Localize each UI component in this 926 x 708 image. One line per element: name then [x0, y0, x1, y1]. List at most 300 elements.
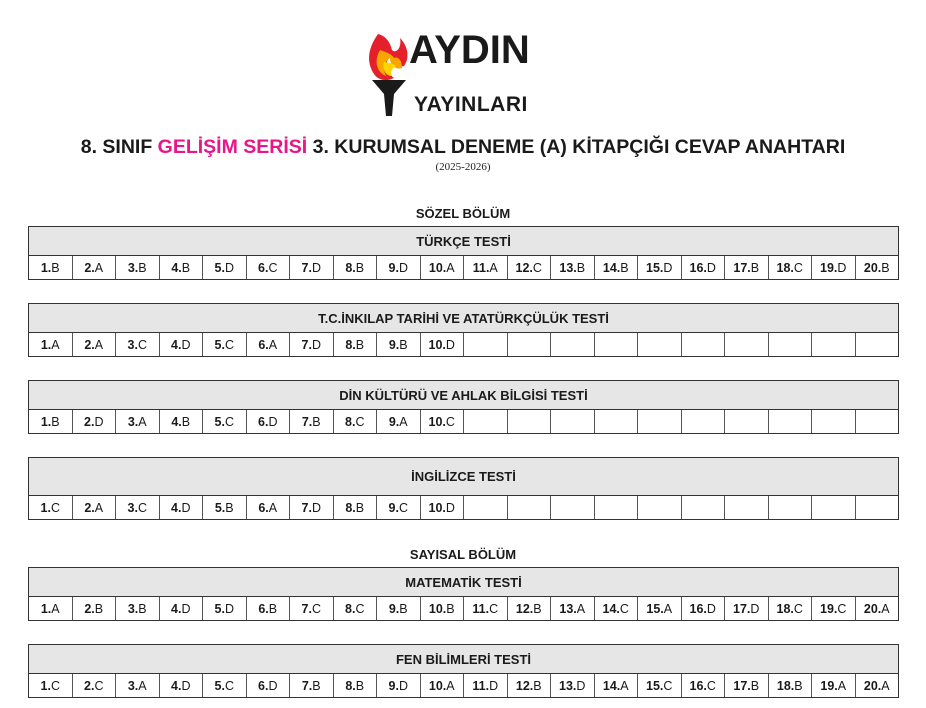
answer-cell [247, 333, 291, 356]
question-number: 8. [345, 678, 356, 693]
answer-cell [29, 674, 73, 697]
question-number: 10. [428, 414, 446, 429]
empty-cell [682, 410, 726, 433]
answer-cell [638, 674, 682, 697]
answer-cell [116, 674, 160, 697]
answer-cell [116, 333, 160, 356]
answer-cell [812, 674, 856, 697]
answer-cell [421, 256, 465, 279]
answer-cell [812, 256, 856, 279]
answer-cell [551, 256, 595, 279]
answer-cell [595, 256, 639, 279]
answer-letter: B [399, 601, 408, 616]
answer-cell [856, 256, 899, 279]
question-number: 12. [515, 260, 533, 275]
answer-letter: B [794, 678, 803, 693]
answer-cell [290, 333, 334, 356]
answer-letter: A [837, 678, 847, 693]
answer-letter: B [533, 601, 542, 616]
answer-cell [73, 674, 117, 697]
answer-letter: D [181, 500, 191, 515]
question-number: 4. [171, 414, 182, 429]
question-number: 8. [345, 414, 356, 429]
question-number: 6. [258, 260, 269, 275]
answer-letter: A [94, 337, 104, 352]
answer-cell [29, 333, 73, 356]
question-number: 3. [127, 337, 138, 352]
question-number: 6. [258, 678, 269, 693]
question-number: 9. [388, 414, 400, 429]
answer-letter: C [619, 601, 629, 616]
answer-cell [421, 410, 465, 433]
answer-cell [377, 496, 421, 519]
answer-cell [638, 256, 682, 279]
answer-letter: D [445, 500, 455, 515]
empty-cell [812, 496, 856, 519]
question-number: 10. [428, 260, 447, 275]
empty-cell [812, 410, 856, 433]
question-number: 3. [127, 260, 139, 275]
answer-letter: D [268, 678, 278, 693]
answer-cell [725, 597, 769, 620]
question-number: 5. [214, 678, 225, 693]
answer-letter: C [50, 500, 60, 515]
answer-letter: A [268, 337, 278, 352]
empty-cell [725, 496, 769, 519]
answer-letter: B [312, 414, 321, 429]
answer-cell [595, 674, 639, 697]
question-number: 10. [428, 678, 447, 693]
answer-letter: C [224, 678, 234, 693]
answer-letter: B [355, 260, 365, 275]
question-number: 18. [776, 260, 794, 275]
answer-letter: D [706, 601, 716, 616]
question-number: 9. [388, 337, 400, 352]
answer-row [29, 496, 898, 519]
empty-cell [595, 333, 639, 356]
answer-letter: A [881, 678, 890, 693]
answer-cell [551, 674, 595, 697]
empty-cell [856, 333, 899, 356]
answer-cell [464, 256, 508, 279]
answer-letter: D [750, 601, 760, 616]
answer-cell [769, 597, 813, 620]
question-number: 9. [388, 260, 399, 275]
answer-cell [421, 333, 465, 356]
answer-letter: B [750, 260, 760, 275]
answer-cell [29, 496, 73, 519]
question-number: 20. [863, 678, 882, 693]
answer-cell [203, 333, 247, 356]
answer-cell [160, 496, 204, 519]
answer-letter: D [268, 414, 278, 429]
test-header: İNGİLİZCE TESTİ [29, 458, 898, 496]
answer-letter: B [51, 260, 60, 275]
answer-letter: B [225, 500, 234, 515]
question-number: 4. [171, 260, 182, 275]
answer-cell [812, 597, 856, 620]
answer-cell [290, 410, 334, 433]
empty-cell [508, 333, 552, 356]
answer-cell [551, 597, 595, 620]
answer-cell [203, 410, 247, 433]
answer-letter: C [793, 601, 803, 616]
empty-cell [769, 333, 813, 356]
test-header: MATEMATİK TESTİ [29, 568, 898, 597]
answer-cell [290, 597, 334, 620]
empty-cell [551, 496, 595, 519]
answer-cell [508, 597, 552, 620]
question-number: 20. [863, 601, 882, 616]
answer-cell [508, 256, 552, 279]
question-number: 4. [171, 500, 182, 515]
answer-letter: C [311, 601, 321, 616]
answer-letter: D [181, 678, 191, 693]
answer-letter: C [532, 260, 542, 275]
empty-cell [725, 410, 769, 433]
answer-letter: B [312, 678, 321, 693]
question-number: 9. [388, 500, 399, 515]
answer-cell [725, 256, 769, 279]
answer-letter: C [837, 601, 847, 616]
answer-letter: B [355, 500, 365, 515]
test-turkce [28, 226, 899, 280]
section-sayisal: SAYISAL BÖLÜM [409, 547, 517, 562]
test-header: T.C.İNKILAP TARİHİ VE ATATÜRKÇÜLÜK TESTİ [29, 304, 898, 333]
question-number: 1. [40, 601, 52, 616]
question-number: 2. [84, 678, 95, 693]
question-number: 20. [863, 260, 882, 275]
answer-cell [334, 496, 378, 519]
question-number: 7. [301, 678, 313, 693]
answer-cell [334, 410, 378, 433]
answer-cell [247, 256, 291, 279]
answer-cell [73, 333, 117, 356]
answer-letter: C [137, 500, 147, 515]
test-matematik [28, 567, 899, 621]
answer-letter: D [181, 337, 191, 352]
answer-letter: B [94, 601, 104, 616]
answer-letter: A [663, 601, 673, 616]
answer-letter: A [51, 337, 60, 352]
answer-letter: B [446, 601, 455, 616]
question-number: 11. [472, 678, 490, 693]
question-number: 4. [171, 337, 182, 352]
question-number: 11. [472, 601, 490, 616]
question-number: 1. [40, 337, 52, 352]
answer-letter: C [355, 414, 365, 429]
answer-letter: A [94, 500, 104, 515]
question-number: 8. [345, 260, 356, 275]
answer-cell [334, 333, 378, 356]
answer-letter: D [445, 337, 455, 352]
question-number: 9. [388, 678, 399, 693]
question-number: 17. [733, 260, 751, 275]
answer-row [29, 674, 898, 697]
empty-cell [638, 496, 682, 519]
answer-letter: B [399, 337, 408, 352]
empty-cell [551, 410, 595, 433]
page-title [0, 136, 926, 159]
answer-cell [247, 496, 291, 519]
test-din-kulturu [28, 380, 899, 434]
question-number: 18. [776, 601, 794, 616]
empty-cell [595, 496, 639, 519]
answer-letter: D [398, 678, 408, 693]
question-number: 7. [301, 500, 312, 515]
test-inkilap [28, 303, 899, 357]
question-number: 5. [214, 414, 225, 429]
answer-letter: D [706, 260, 716, 275]
empty-cell [508, 410, 552, 433]
answer-cell [29, 256, 73, 279]
answer-cell [856, 674, 899, 697]
answer-cell [508, 674, 552, 697]
empty-cell [464, 496, 508, 519]
question-number: 1. [40, 500, 51, 515]
answer-letter: C [489, 601, 499, 616]
answer-cell [203, 496, 247, 519]
answer-cell [377, 674, 421, 697]
answer-letter: A [489, 260, 498, 275]
title-part-1: 8. SINIF [80, 136, 158, 158]
answer-cell [377, 597, 421, 620]
answer-cell [116, 496, 160, 519]
question-number: 4. [171, 601, 182, 616]
question-number: 3. [127, 500, 138, 515]
question-number: 3. [127, 601, 139, 616]
answer-cell [160, 410, 204, 433]
answer-letter: A [138, 678, 147, 693]
question-number: 15. [646, 678, 664, 693]
test-header: DİN KÜLTÜRÜ VE AHLAK BİLGİSİ TESTİ [29, 381, 898, 410]
question-number: 16. [689, 260, 707, 275]
answer-cell [421, 674, 465, 697]
answer-cell [377, 256, 421, 279]
test-header: TÜRKÇE TESTİ [29, 227, 898, 256]
answer-letter: A [51, 601, 60, 616]
empty-cell [551, 333, 595, 356]
answer-letter: D [837, 260, 847, 275]
answer-letter: B [355, 678, 365, 693]
answer-cell [769, 256, 813, 279]
answer-cell [73, 597, 117, 620]
question-number: 19. [820, 678, 838, 693]
question-number: 19. [820, 260, 838, 275]
answer-cell [421, 496, 465, 519]
empty-cell [682, 496, 726, 519]
answer-cell [73, 256, 117, 279]
answer-cell [116, 256, 160, 279]
question-number: 7. [301, 260, 312, 275]
answer-cell [160, 597, 204, 620]
answer-cell [725, 674, 769, 697]
question-number: 6. [258, 337, 269, 352]
question-number: 12. [515, 601, 534, 616]
question-number: 7. [301, 414, 313, 429]
question-number: 5. [214, 260, 225, 275]
aydin-logo [364, 28, 544, 120]
answer-letter: C [663, 678, 673, 693]
answer-cell [595, 597, 639, 620]
answer-letter: C [137, 337, 147, 352]
answer-letter: B [138, 260, 147, 275]
answer-cell [377, 410, 421, 433]
answer-cell [116, 410, 160, 433]
answer-cell [856, 597, 899, 620]
answer-cell [290, 674, 334, 697]
answer-cell [377, 333, 421, 356]
answer-cell [464, 597, 508, 620]
answer-cell [334, 256, 378, 279]
answer-letter: B [51, 414, 60, 429]
answer-letter: D [576, 678, 586, 693]
question-number: 4. [171, 678, 182, 693]
answer-cell [682, 256, 726, 279]
answer-cell [290, 256, 334, 279]
answer-cell [29, 410, 73, 433]
answer-cell [334, 674, 378, 697]
answer-cell [203, 256, 247, 279]
question-number: 13. [559, 601, 577, 616]
answer-letter: D [311, 260, 321, 275]
question-number: 8. [345, 500, 356, 515]
question-number: 13. [559, 678, 577, 693]
logo-subtitle: YAYINLARI [414, 93, 528, 116]
empty-cell [638, 410, 682, 433]
section-sozel: SÖZEL BÖLÜM [415, 206, 511, 221]
question-number: 2. [84, 337, 95, 352]
question-number: 3. [127, 414, 139, 429]
answer-cell [73, 410, 117, 433]
question-number: 15. [646, 260, 664, 275]
answer-cell [73, 496, 117, 519]
question-number: 17. [733, 678, 751, 693]
empty-cell [682, 333, 726, 356]
question-number: 1. [40, 260, 52, 275]
answer-cell [682, 674, 726, 697]
question-number: 18. [776, 678, 795, 693]
question-number: 10. [428, 337, 446, 352]
test-ingilizce [28, 457, 899, 520]
question-number: 14. [602, 678, 621, 693]
answer-cell [247, 410, 291, 433]
answer-cell [334, 597, 378, 620]
answer-cell [290, 496, 334, 519]
empty-cell [856, 410, 899, 433]
answer-cell [116, 597, 160, 620]
answer-letter: B [576, 260, 586, 275]
answer-letter: C [268, 260, 278, 275]
question-number: 11. [472, 260, 490, 275]
academic-year: (2025-2026) [435, 161, 491, 173]
empty-cell [464, 410, 508, 433]
question-number: 5. [214, 500, 226, 515]
answer-cell [247, 674, 291, 697]
answer-cell [160, 674, 204, 697]
question-number: 12. [515, 678, 534, 693]
answer-cell [638, 597, 682, 620]
answer-letter: B [533, 678, 542, 693]
answer-letter: C [445, 414, 455, 429]
empty-cell [508, 496, 552, 519]
test-fen-bilimleri [28, 644, 899, 698]
answer-letter: C [224, 414, 234, 429]
question-number: 16. [689, 678, 707, 693]
empty-cell [725, 333, 769, 356]
answer-letter: C [355, 601, 365, 616]
answer-letter: A [620, 678, 629, 693]
answer-letter: D [311, 337, 321, 352]
answer-row [29, 333, 898, 356]
answer-letter: A [446, 678, 455, 693]
question-number: 2. [84, 500, 95, 515]
question-number: 2. [84, 601, 95, 616]
question-number: 7. [301, 337, 312, 352]
answer-letter: B [620, 260, 629, 275]
answer-cell [247, 597, 291, 620]
answer-cell [203, 674, 247, 697]
empty-cell [769, 496, 813, 519]
question-number: 2. [84, 260, 95, 275]
answer-letter: B [750, 678, 760, 693]
question-number: 6. [258, 414, 269, 429]
answer-letter: D [311, 500, 321, 515]
answer-cell [160, 333, 204, 356]
answer-letter: A [268, 500, 278, 515]
answer-letter: D [94, 414, 104, 429]
test-header: FEN BİLİMLERİ TESTİ [29, 645, 898, 674]
question-number: 15. [646, 601, 664, 616]
title-highlight: GELİŞİM SERİSİ [157, 136, 308, 158]
answer-letter: C [50, 678, 60, 693]
question-number: 3. [127, 678, 139, 693]
answer-letter: B [268, 601, 278, 616]
empty-cell [595, 410, 639, 433]
answer-cell [203, 597, 247, 620]
answer-letter: C [94, 678, 104, 693]
answer-row [29, 410, 898, 433]
answer-letter: B [881, 260, 890, 275]
answer-letter: B [181, 414, 191, 429]
answer-cell [464, 674, 508, 697]
question-number: 8. [345, 337, 356, 352]
question-number: 9. [388, 601, 400, 616]
empty-cell [769, 410, 813, 433]
answer-row [29, 256, 898, 279]
answer-letter: A [94, 260, 104, 275]
answer-cell [160, 256, 204, 279]
answer-letter: A [399, 414, 408, 429]
question-number: 5. [214, 337, 225, 352]
question-number: 10. [428, 601, 447, 616]
answer-letter: C [224, 337, 234, 352]
question-number: 17. [733, 601, 751, 616]
answer-letter: B [138, 601, 147, 616]
answer-letter: B [181, 260, 191, 275]
question-number: 14. [602, 601, 620, 616]
answer-letter: A [881, 601, 890, 616]
question-number: 13. [559, 260, 577, 275]
answer-cell [421, 597, 465, 620]
answer-letter: A [446, 260, 455, 275]
question-number: 14. [602, 260, 621, 275]
logo-brand: AYDIN [409, 28, 530, 72]
title-part-2: 3. KURUMSAL DENEME (A) KİTAPÇIĞI CEVAP ANAHTARI [307, 136, 846, 158]
answer-cell [682, 597, 726, 620]
question-number: 1. [40, 414, 52, 429]
question-number: 2. [84, 414, 95, 429]
